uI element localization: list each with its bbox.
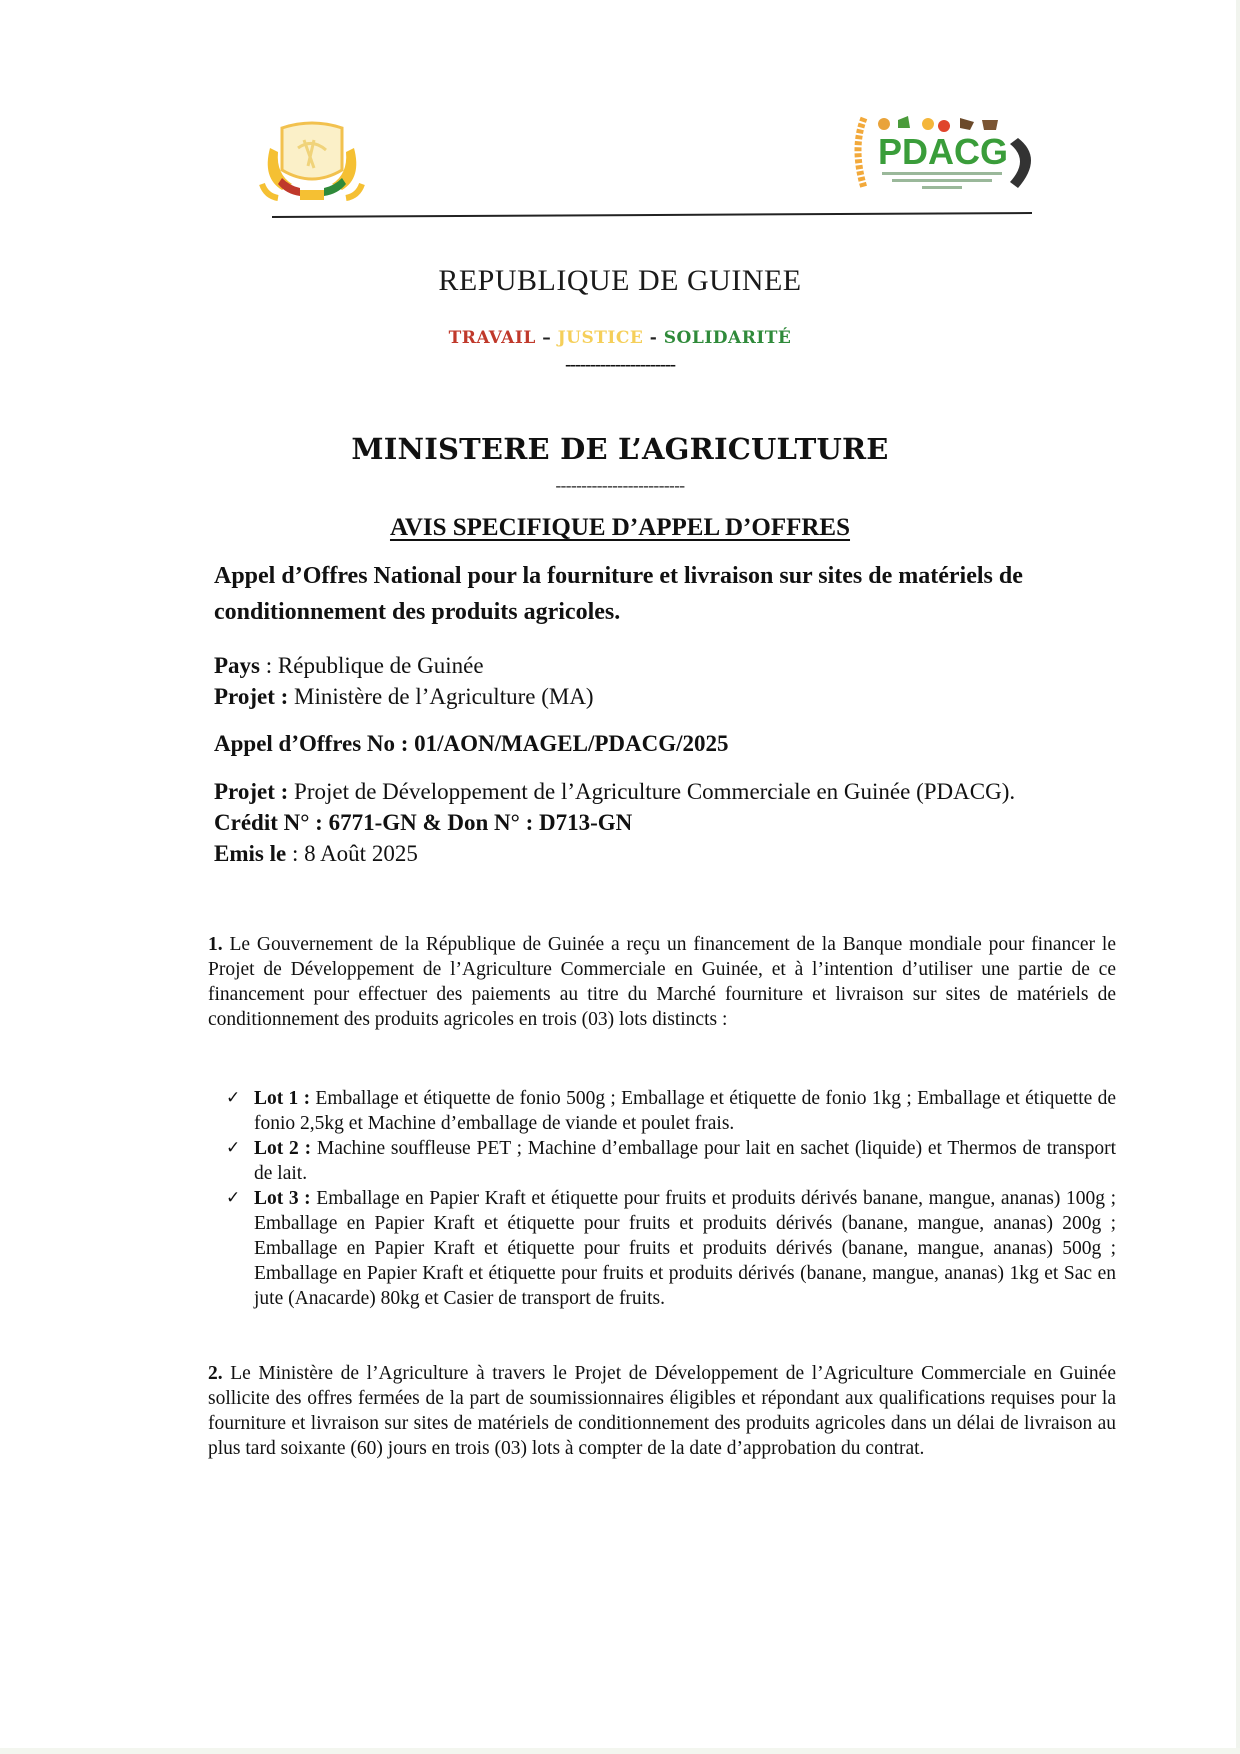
issue-date-label: Emis le — [214, 841, 287, 866]
project-full-value: Projet de Développement de l’Agriculture Commerciale en Guinée (PDACG). — [288, 779, 1016, 804]
country-value: : République de Guinée — [260, 653, 484, 678]
checkmark-icon: ✓ — [226, 1138, 241, 1158]
pdacg-logo-icon — [848, 108, 1053, 208]
tender-subject: Appel d’Offres National pour la fourniture et livraison sur sites de matériels de conditionnement des produits agricoles. — [214, 563, 1023, 625]
project-value: Ministère de l’Agriculture (MA) — [288, 684, 594, 709]
lot-description: Machine souffleuse PET ; Machine d’emballage pour lait en sachet (liquide) et Thermos de transport de lait. — [254, 1138, 1117, 1184]
project-label: Projet : — [214, 779, 289, 804]
tender-info-country-project — [214, 650, 1116, 712]
svg-text:PDACG: PDACG — [878, 131, 1009, 172]
divider-dashes: ------------------------- — [555, 476, 685, 495]
motto-travail: TRAVAIL — [448, 328, 536, 348]
country-line — [214, 650, 1116, 681]
coat-of-arms-icon — [252, 118, 372, 210]
motto-justice: JUSTICE — [557, 328, 644, 348]
paragraph-number: 1. — [208, 934, 223, 955]
lot-label: Lot 2 : — [254, 1138, 312, 1159]
list-item-lot-2 — [226, 1136, 1116, 1186]
project-full-line — [214, 776, 1116, 807]
national-motto — [0, 328, 1240, 348]
notice-title: AVIS SPECIFIQUE D’APPEL D’OFFRES — [389, 514, 851, 541]
paragraph-text: Le Gouvernement de la République de Guinée a reçu un financement de la Banque mondiale pour financer le Projet de Développement de l’Agriculture Commerciale en Guinée, et à l’intention d’utiliser une partie de ce financement pour effectuer des paiements au titre du Marché fourniture et livraison sur sites de matériels de conditionnement des produits agricoles en trois (03) lots distincts : — [208, 934, 1116, 1030]
motto-solidarite: SOLIDARITÉ — [663, 328, 792, 348]
country-label: Pays — [214, 653, 260, 678]
project-label: Projet : — [214, 684, 289, 709]
issue-date-line — [214, 838, 1116, 869]
scan-edge-bottom — [0, 1748, 1240, 1754]
list-item-lot-1 — [226, 1086, 1116, 1136]
paragraph-2 — [208, 1361, 1116, 1461]
paragraph-1 — [208, 932, 1116, 1032]
divider-dashes: ---------------------- — [565, 354, 675, 374]
lot-label: Lot 1 : — [254, 1088, 311, 1109]
lots-list — [226, 1086, 1116, 1311]
credit-line: Crédit N° : 6771-GN & Don N° : D713-GN — [214, 810, 633, 835]
paragraph-text: Le Ministère de l’Agriculture à travers le Projet de Développement de l’Agriculture Commerciale en Guinée sollicite des offres fermées de la part de soumissionnaires éligibles et répondant aux qualifications requises pour la fourniture et livraison sur sites de matériels de conditionnement des produits agricoles dans un délai de livraison au plus tard soixante (60) jours en trois (03) lots à compter de la date d’approbation du contrat. — [208, 1363, 1116, 1459]
header-rule — [272, 212, 1032, 218]
lot-description: Emballage en Papier Kraft et étiquette pour fruits et produits dérivés banane, mangue, ananas) 100g ; Emballage en Papier Kraft et étiquette pour fruits et produits dérivés (banane, mangue, ananas) 200g ; Emballage en Papier Kraft et étiquette pour fruits et produits dérivés (banane, mangue, ananas) 500g ; Emballage en Papier Kraft et étiquette pour fruits et produits dérivés (banane, mangue, ananas) 1kg et Sac en jute (Anacarde) 80kg et Casier de transport de fruits. — [254, 1188, 1116, 1309]
list-item-lot-3 — [226, 1186, 1116, 1311]
checkmark-icon: ✓ — [226, 1088, 241, 1108]
motto-separator: – — [535, 328, 558, 348]
project-line — [214, 681, 1116, 712]
country-title: REPUBLIQUE DE GUINEE — [438, 264, 802, 297]
lot-label: Lot 3 : — [254, 1188, 311, 1209]
paragraph-number: 2. — [208, 1363, 223, 1384]
motto-separator: - — [643, 328, 664, 348]
tender-number: Appel d’Offres No : 01/AON/MAGEL/PDACG/2025 — [214, 731, 729, 756]
checkmark-icon: ✓ — [226, 1188, 241, 1208]
lot-description: Emballage et étiquette de fonio 500g ; Emballage et étiquette de fonio 1kg ; Emballage et étiquette de fonio 2,5kg et Machine d’emballage de viande et poulet frais. — [254, 1088, 1116, 1134]
ministry-title: MINISTERE DE L’AGRICULTURE — [351, 432, 889, 466]
tender-info-project-credit — [214, 776, 1116, 869]
issue-date-value: : 8 Août 2025 — [286, 841, 418, 866]
